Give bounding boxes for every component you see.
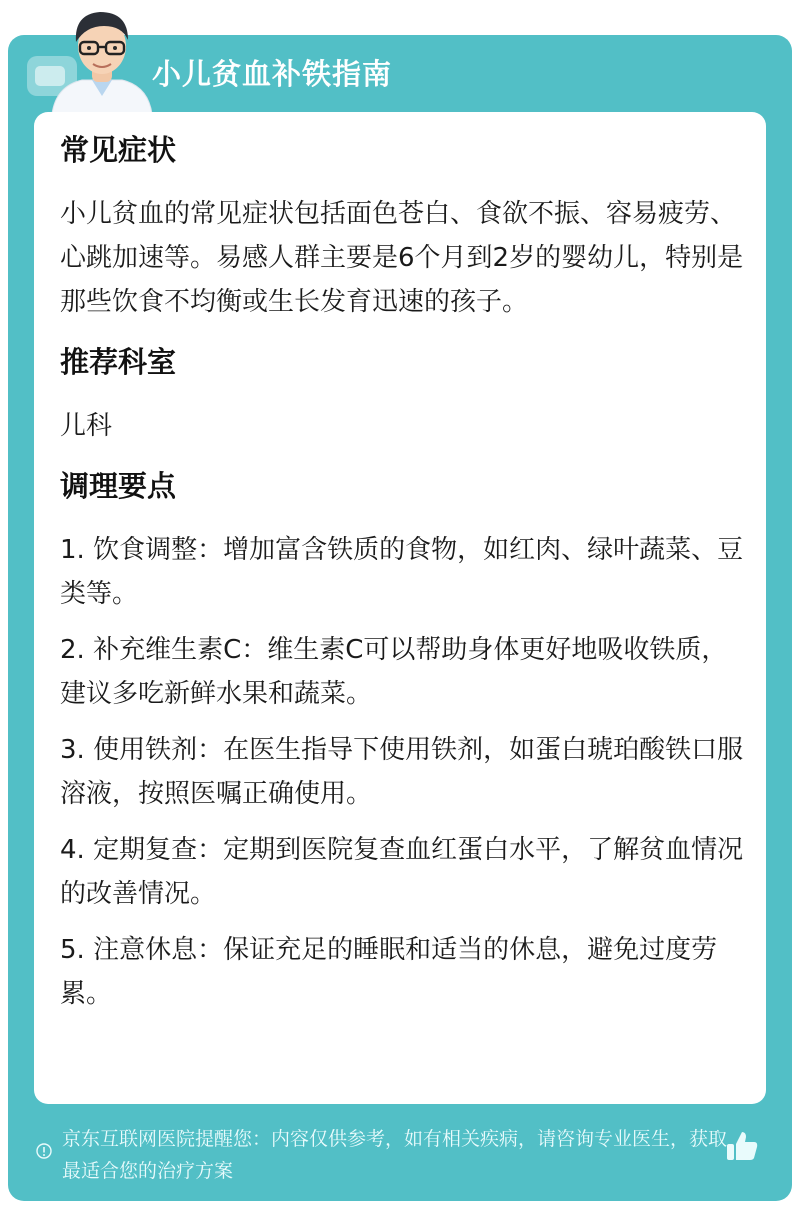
thumbs-up-icon[interactable] xyxy=(724,1128,760,1164)
content-card xyxy=(34,112,766,1104)
list-item: 4. 定期复查：定期到医院复查血红蛋白水平，了解贫血情况的改善情况。 xyxy=(60,835,744,909)
section-symptoms xyxy=(60,130,744,324)
info-icon xyxy=(36,1143,52,1159)
section-heading: 调理要点 xyxy=(60,469,177,503)
doctor-avatar xyxy=(48,2,156,114)
list-item: 3. 使用铁剂：在医生指导下使用铁剂，如蛋白琥珀酸铁口服溶液，按照医嘱正确使用。 xyxy=(60,735,744,809)
disclaimer-text: 京东互联网医院提醒您：内容仅供参考，如有相关疾病，请咨询专业医生，获取最适合您的治疗方案 xyxy=(62,1128,728,1182)
section-body: 儿科 xyxy=(60,411,113,441)
list-item: 2. 补充维生素C：维生素C可以帮助身体更好地吸收铁质，建议多吃新鲜水果和蔬菜。 xyxy=(60,635,728,709)
section-body: 小儿贫血的常见症状包括面色苍白、食欲不振、容易疲劳、心跳加速等。易感人群主要是6个月到2岁的婴幼儿，特别是那些饮食不均衡或生长发育迅速的孩子。 xyxy=(60,199,744,317)
list-item: 1. 饮食调整：增加富含铁质的食物，如红肉、绿叶蔬菜、豆类等。 xyxy=(60,535,744,609)
section-heading: 常见症状 xyxy=(60,133,177,167)
list-item: 5. 注意休息：保证充足的睡眠和适当的休息，避免过度劳累。 xyxy=(60,935,718,1009)
page-title: 小儿贫血补铁指南 xyxy=(152,57,393,91)
section-heading: 推荐科室 xyxy=(60,345,177,379)
section-department xyxy=(60,342,744,448)
section-care-points xyxy=(60,466,744,1016)
